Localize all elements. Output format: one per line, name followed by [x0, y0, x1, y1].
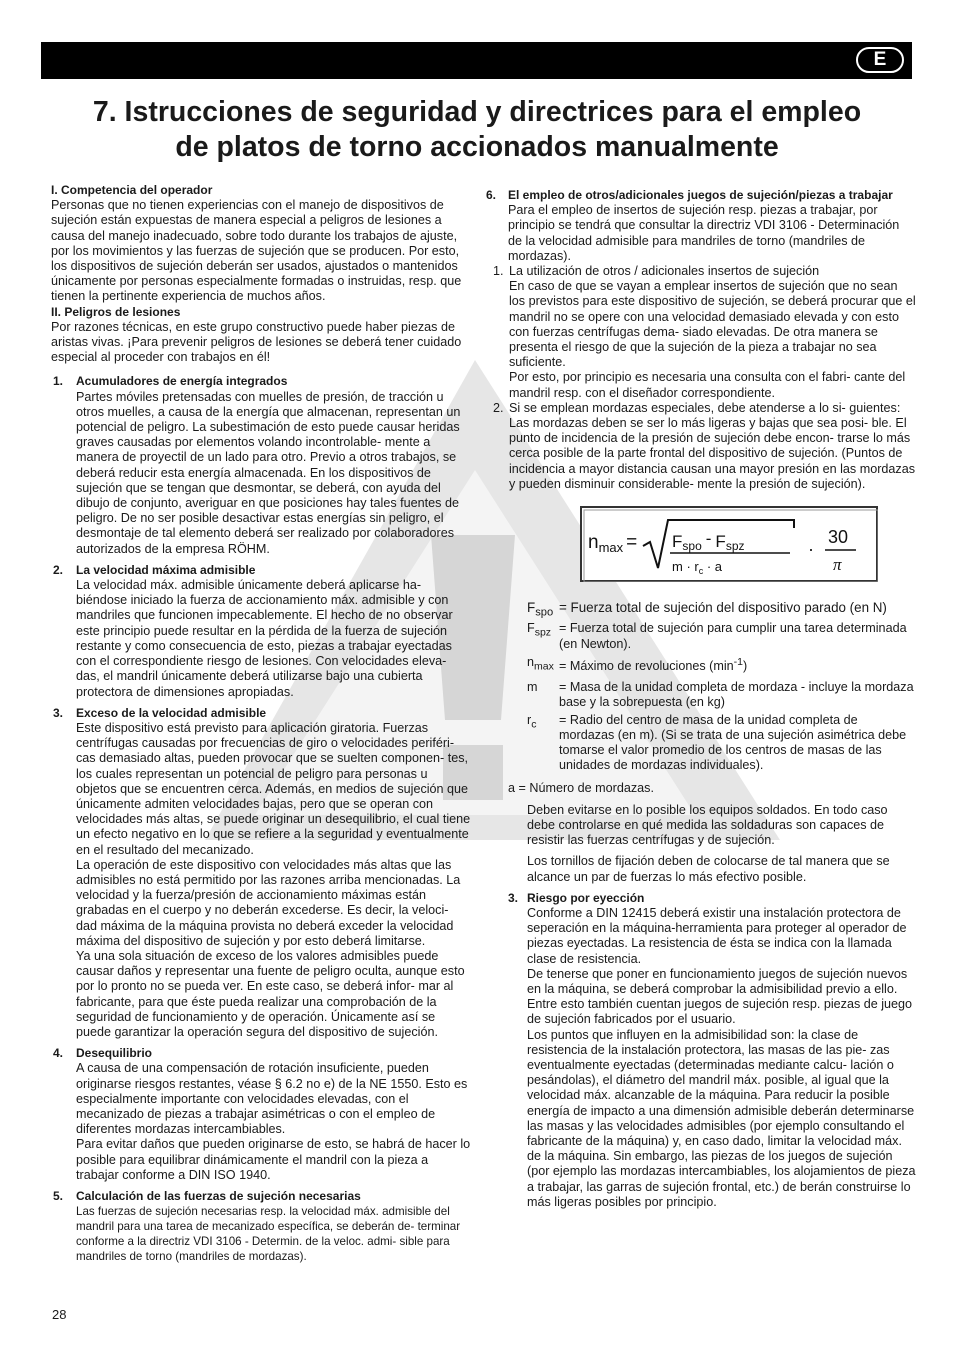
section-text: Personas que no tienen experiencias con el manejo de dispositivos de sujeción están expuestas de manera especial a peligros de lesiones a causa del manejo inadecuado, sobre todo durante los trabajos de ajuste, por los movimientos y las fuerzas de sujeción que se producen. Por esto, los dispositivos de sujeción deberán ser usados, ajustados o mantenidos únicamente por personas especialmente formadas o instruidas, resp. que tienen la pertinente experiencia de muchos años. [51, 198, 462, 304]
svg-text:nmax=: $n_{max}$ = [588, 532, 638, 556]
item-text: Ya una sola situación de exceso de los valores admisibles puede causar daños y representar una fuente de peligro oculta, aunque esto por lo pronto no se pueda ver. En este caso, se deberá infor- mar al fabricante, para que éste pueda realizar una comprobación de la seguridad de funcionamiento y de operación. Únicamente así se puede garantizar la operación segura del dispositivo de sujeción. [76, 948, 465, 1039]
item-number: 4. [53, 1046, 64, 1061]
item-number: 3. [508, 890, 519, 905]
item-heading: Desequilibrio [76, 1046, 153, 1061]
item-heading: El empleo de otros/adicionales juegos de sujeción/piezas a trabajar [508, 188, 893, 202]
svg-text:30: 30 [828, 527, 849, 548]
list-item [486, 188, 916, 264]
item-number: 3. [53, 705, 64, 720]
item-heading: Exceso de la velocidad admisible [76, 705, 267, 720]
svg-text:π: π [833, 555, 842, 575]
svg-text:Fspo-Fspz: Fspo - Fspz [672, 529, 745, 554]
item-heading: Riesgo por eyección [527, 890, 645, 905]
left-column [51, 183, 471, 1264]
legend-text: = Masa de la unidad completa de mordaza - incluye la mordaza base y la sobrepuesta (en kg) [559, 680, 914, 710]
legend-row [527, 713, 916, 774]
speed-formula [580, 506, 878, 582]
sub-item [470, 264, 916, 401]
list-item [51, 1189, 471, 1264]
legend-text: = Radio del centro de masa de la unidad completa de mordazas (en m). (Si se trata de una sujeción asimétrica debe tomarse el valor promedio de los centros de masas de las unidades de mordazas individuales). [559, 712, 907, 773]
page-number: 28 [52, 1307, 67, 1322]
item-number: 6. [486, 188, 497, 202]
legend-symbol: m [527, 680, 538, 695]
list-item [51, 563, 471, 700]
item-number: 2. [53, 562, 64, 577]
item-heading: La velocidad máxima admisible [76, 562, 256, 577]
item-text: La operación de este dispositivo con velocidades más altas que las admisibles no está permitido por las razones arriba mencionadas. La velocidad y la fuerza/presión de accionamiento máximas están grabadas en el cuerpo y no deberán excederse. Es decir, la veloci- dad máxima de la máquina provista no deberá exceder la velocidad máxima del dispositivo de sujeción y por esto deberá limitarse. [76, 857, 461, 948]
list-item [486, 891, 916, 1210]
section-heading: I. Competencia del operador [51, 183, 213, 197]
item-text: Este dispositivo está previsto para aplicación giratoria. Fuerzas centrífugas causadas por frecuencias de giro o velocidades periféri- cas demasiado altas, pueden provocar que se suelten componen- tes, los cuales representan un potencial de peligro para personas u objetos que se encuentren cerca. Además, en medios de sujeción que únicamente admiten velocidades bajas, pero que se operan con velocidades más altas, se puede originar un desequilibrio, el cual tiene un efecto negativo en lo que se refiere a la seguridad y eventualmente en el resultado del mecanizado. [76, 720, 471, 857]
legend-symbol: $F_{spo}$ [527, 600, 554, 619]
item-text: La velocidad máx. admisible únicamente deberá aplicarse ha- biéndose iniciado la fuerza de accionamiento máx. admisible y con mandriles que funcionen impecablemente. El hecho de no observar este principio puede resultar en la pérdida de la fuerza de sujeción restante y como consecuencia de esto, piezas a trabajar eyectadas con el correspondiente riesgo de lesiones. Con velocidades eleva- das, el mandril únicamente deberá utilizarse bajo una cubierta protectora de dimensiones apropiadas. [76, 578, 453, 699]
item-text: Para el empleo de insertos de sujeción resp. piezas a trabajar, por principio se tendrá que consultar la directriz VDI 3106 - Determinación de la velocidad admisible para mandriles de torno (mandriles de mordazas). [508, 203, 900, 263]
svg-text:m · rc · a: $m \cdot r_c \cdot a$ [672, 559, 723, 577]
paragraph: Los tornillos de fijación deben de colocarse de tal manera que se alcance un par de fuerzas lo más efectivo posible. [527, 854, 890, 884]
item-text: De tenerse que poner en funcionamiento juegos de sujeción nuevos en la máquina, se deberá comprobar la admisibilidad previo a ello. Entre esto también cuentan juegos de sujeción resp. piezas de juego de sujeción fabricados por el usuario. [527, 966, 913, 1027]
title-line-1: 7. Istrucciones de seguridad y directrices para el empleo [92, 96, 862, 128]
list-item [51, 706, 471, 1040]
legend-a: a = Número de mordazas. [508, 781, 654, 796]
item-text: A causa de una compensación de rotación insuficiente, pueden originarse riesgos restantes, véase § 6.2 no e) de la NE 1550. Esto es especialmente importante con velocidades elevadas, con el mecanizado de piezas a trabajar asimétricas o con el empleo de diferentes mordazas intercambiables. [76, 1061, 468, 1137]
legend-text: = Máximo de revoluciones $(\min^{-1})$ [559, 655, 748, 674]
item-number: 1. [53, 374, 64, 389]
legend-row [527, 655, 916, 674]
sub-item-number: 2. [493, 400, 504, 415]
right-column [486, 183, 916, 1210]
list-item [51, 374, 471, 556]
sub-item [470, 401, 916, 492]
item-text: Los puntos que influyen en la admisibilidad son: la clase de resistencia de la instalación protectora, las masas de las pie- zas eventualmente eyectadas (determinadas mediante calcu- lación o pesándolas), el diámetro del mandril máx. posible, al igual que la velocidad máx. alcanzable de la máquina. Para reducir la posible energía de impacto a una dimensión admisible deberán determinarse las masas y las velocidades admisibles (por ejemplo consultando el fabricante de la máquina) y, en caso dado, limitar la velocidad máx. de la máquina. Sin embargo, las piezas de los juegos de sujeción (por ejemplo las mordazas intercambiables, los alojamientos de pieza a trabajar, las garras de sujeción frontal, etc.) de berán construirse lo más ligeras posibles por principio. [527, 1027, 916, 1209]
legend-text: = Fuerza total de sujeción del dispositivo parado (en N) [559, 600, 887, 616]
sub-item-text: Las mordazas deben se ser lo más ligeras y bajas que sea posi- ble. El punto de incidencia de la presión de sujeción debe encon- trarse lo más cerca posible de la parte frontal del dispositivo de sujeción. (Puntos de incidencia a mayor distancia causan una mayor presión en las mordazas y pueden disminuir considerable- mente la presión de sujeción). [509, 416, 916, 491]
title-line-2: de platos de torno accionados manualmente [175, 131, 779, 163]
sub-item-text: Por esto, por principio es necesaria una consulta con el fabri- cante del mandril resp. con el diseñador correspondiente. [509, 370, 906, 400]
item-text: Conforme a DIN 12415 deberá existir una instalación protectora de seperación en la máquina-herramienta para proteger al operador de piezas eyectadas. La resistencia de ésta se indica con la llamada clase de resistencia. [527, 905, 907, 966]
svg-text:·: · [808, 539, 814, 560]
item-number: 5. [53, 1189, 64, 1203]
legend-symbol: $n_{max}$ [527, 654, 554, 673]
item-heading: Acumuladores de energía integrados [76, 374, 288, 389]
language-badge: E [856, 47, 904, 73]
legend-text: = Fuerza total de sujeción para cumplir una tarea determinada (en Newton). [559, 621, 907, 651]
sub-item-text: En caso de que se vayan a emplear insertos de sujeción que no sean los previstos para este dispositivo de sujeción, se deberá procurar que el mandril no se opere con una velocidad demasiado elevada y con esto con fuerzas centrífugas dema- siado elevadas. De otra manera se presenta el riesgo de que la sujeción de la pieza a trabajar no sea suficiente. [509, 279, 916, 370]
legend-symbol: $r_c$ [527, 712, 537, 731]
item-text: Las fuerzas de sujeción necesarias resp. la velocidad máx. admisible del mandril para una tarea de mecanizado específica, se deberán de- terminar conforme a la directriz VDI 3106 - Determin. de la veloc. admi- sible para mandriles de torno (mandriles de mordazas). [76, 1205, 461, 1264]
sub-item-title: Si se emplean mordazas especiales, debe atenderse a lo si- guientes: [509, 400, 901, 415]
item-text: Partes móviles pretensadas con muelles de presión, de tracción u otros muelles, a causa de la energía que almacenan, representan un potencial de peligro. La subestimación de esto puede causar heridas graves causadas por elementos volando incontrolable- mente a manera de proyectil de un lado para otro. Previo a otros trabajos, se deberá reducir esta energía almacenada. En los dispositivos de sujeción que se tengan que desmontar, se deberá, con ayuda del dibujo de conjunto, averiguar en que posiciones hay tales fuentes de peligro. De no ser posible desactivar estas energías sin peligro, el desmontaje de tal elemento deberá ser realizado por colaboradores autorizados de la empresa RÖHM. [76, 389, 461, 556]
section-text: Por razones técnicas, en este grupo constructivo puede haber piezas de aristas vivas. ¡Para prevenir peligros de lesiones se deberá tener cuidado especial al proceder con trabajos en él! [51, 319, 462, 365]
legend-row [527, 621, 916, 651]
legend-row [527, 600, 916, 619]
page-title [40, 95, 914, 165]
list-item [51, 1046, 471, 1183]
header-bar [41, 42, 912, 79]
section-heading: II. Peligros de lesiones [51, 304, 181, 319]
legend-row [527, 680, 916, 710]
paragraph: Deben evitarse en lo posible los equipos soldados. En todo caso debe controlarse en qué medida las soldaduras son capaces de resistir las fuerzas centrífugas y de sujeción. [527, 802, 888, 848]
legend-symbol: $F_{spz}$ [527, 621, 552, 639]
sub-item-title: La utilización de otros / adicionales insertos de sujeción [509, 264, 820, 279]
item-text: Para evitar daños que pueden originarse de esto, se habrá de hacer lo posible para equilibrar dinámicamente el mandril con la pieza a trabajar conforme a DIN ISO 1940. [76, 1137, 471, 1182]
item-heading: Calculación de las fuerzas de sujeción necesarias [76, 1189, 361, 1203]
formula-legend [486, 600, 916, 773]
sub-item-number: 1. [493, 264, 504, 279]
